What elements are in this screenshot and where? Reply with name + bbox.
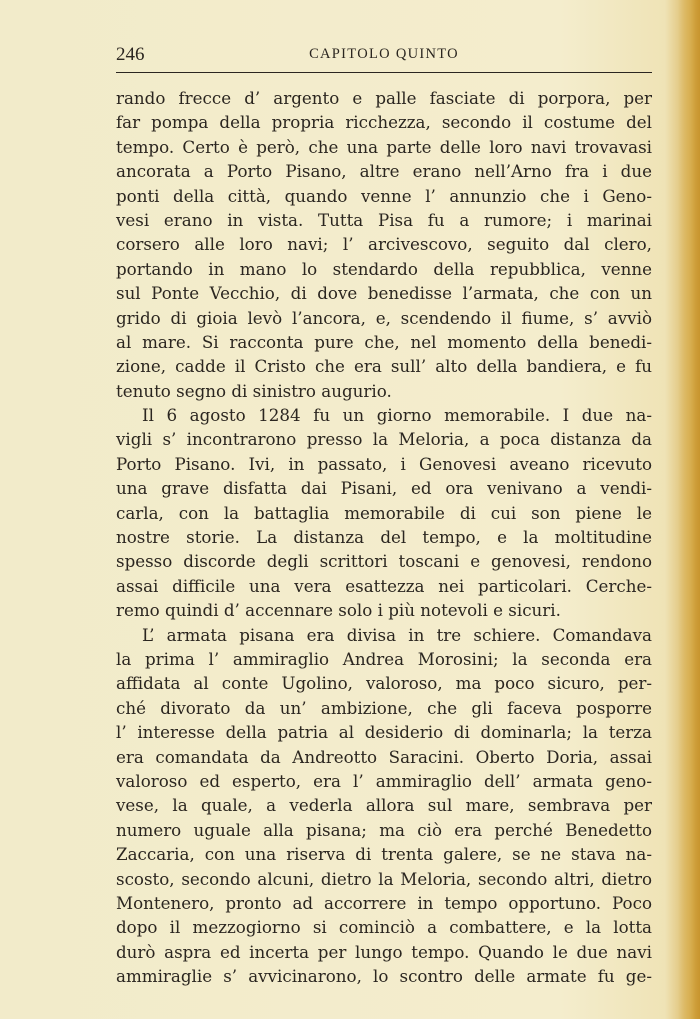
text-line: Porto Pisano. Ivi, in passato, i Genovesi aveano ricevuto [116,453,652,474]
text-line: era comandata da Andreotto Saracini. Oberto Doria, assai [116,746,652,767]
text-line: durò aspra ed incerta per lungo tempo. Quando le due navi [116,941,652,962]
text-line: scosto, secondo alcuni, dietro la Meloria, secondo altri, dietro [116,868,652,889]
paragraph-last-line: remo quindi d’ accennare solo i più notevoli e sicuri. [116,600,561,621]
header-rule [116,72,652,73]
text-line: portando in mano lo stendardo della repubblica, venne [116,258,652,279]
text-line: ponti della città, quando venne l’ annunzio che i Geno- [116,185,652,206]
text-line: carla, con la battaglia memorabile di cui son piene le [116,502,652,523]
text-line: vigli s’ incontrarono presso la Meloria, a poca distanza da [116,429,652,450]
text-line: una grave disfatta dai Pisani, ed ora venivano a vendi- [116,478,652,499]
text-line: sul Ponte Vecchio, di dove benedisse l’armata, che con un [116,283,652,304]
text-line: l’ interesse della patria al desiderio di dominarla; la terza [116,722,652,743]
paragraph-first-line: L’ armata pisana era divisa in tre schiere. Comandava [142,624,652,645]
text-line: affidata al conte Ugolino, valoroso, ma poco sicuro, per- [116,673,652,694]
text-line: spesso discorde degli scrittori toscani e genovesi, rendono [116,551,652,572]
text-line: far pompa della propria ricchezza, secondo il costume del [116,112,652,133]
text-line: zione, cadde il Cristo che era sull’ alto della bandiera, e fu [116,356,652,377]
text-line: al mare. Si racconta pure che, nel momento della benedi- [116,331,652,352]
text-line: rando frecce d’ argento e palle fasciate di porpora, per [116,88,652,108]
text-line: assai difficile una vera esattezza nei particolari. Cerche- [116,575,652,596]
text-line: ancorata a Porto Pisano, altre erano nell’Arno fra i due [116,161,652,182]
text-line: dopo il mezzogiorno si cominciò a combattere, e la lotta [116,917,652,938]
text-line: nostre storie. La distanza del tempo, e la moltitudine [116,527,652,548]
page-edge-shadow [678,0,700,1019]
text-line: tempo. Certo è però, che una parte delle loro navi trovavasi [116,136,652,157]
text-line: ammiraglie s’ avvicinarono, lo scontro delle armate fu ge- [116,966,652,987]
page-number: 246 [116,44,145,65]
text-line: numero uguale alla pisana; ma ciò era perché Benedetto [116,819,652,840]
running-head: CAPITOLO QUINTO [309,46,459,62]
text-line: ché divorato da un’ ambizione, che gli faceva posporre [116,697,652,718]
text-line: vese, la quale, a vederla allora sul mare, sembrava per [116,795,652,816]
text-line: corsero alle loro navi; l’ arcivescovo, seguito dal clero, [116,234,652,255]
text-line: la prima l’ ammiraglio Andrea Morosini; la seconda era [116,648,652,669]
text-line: Montenero, pronto ad accorrere in tempo opportuno. Poco [116,892,652,913]
text-line: Zaccaria, con una riserva di trenta galere, se ne stava na- [116,844,652,865]
text-line: grido di gioia levò l’ancora, e, scendendo il fiume, s’ avviò [116,307,652,328]
paragraph-first-line: Il 6 agosto 1284 fu un giorno memorabile. I due na- [142,405,652,426]
text-line: valoroso ed esperto, era l’ ammiraglio dell’ armata geno- [116,770,652,791]
text-line: vesi erano in vista. Tutta Pisa fu a rumore; i marinai [116,209,652,230]
paragraph-last-line: tenuto segno di sinistro augurio. [116,380,392,401]
page-header [116,44,652,68]
body-text [116,86,652,988]
